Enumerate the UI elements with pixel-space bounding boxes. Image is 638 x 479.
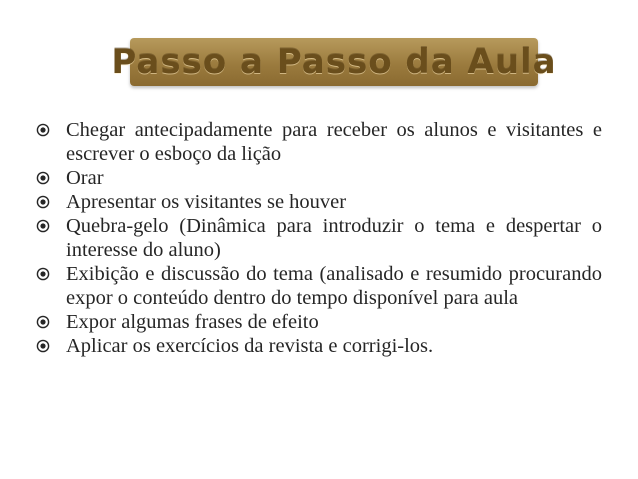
list-item (36, 334, 602, 358)
circled-dot-bullet-icon (36, 262, 66, 286)
list-item-text: Apresentar os visitantes se houver (66, 191, 347, 213)
bullet-list (36, 118, 602, 358)
list-item-text: Orar (66, 167, 104, 189)
title-bar (111, 38, 557, 86)
list-item (36, 310, 602, 334)
list-item (36, 166, 602, 190)
circled-dot-bullet-icon (36, 214, 66, 238)
list-item (36, 214, 602, 262)
list-item (36, 118, 602, 166)
list-item (36, 190, 602, 214)
list-item-text: Chegar antecipadamente para receber os alunos e visitantes e escrever o esboço da lição (66, 119, 602, 165)
list-item (36, 262, 602, 310)
list-item-text: Expor algumas frases de efeito (66, 311, 319, 333)
circled-dot-bullet-icon (36, 190, 66, 214)
circled-dot-bullet-icon (36, 334, 66, 358)
list-item-text: Aplicar os exercícios da revista e corrigi-los. (66, 335, 434, 357)
circled-dot-bullet-icon (36, 118, 66, 142)
circled-dot-bullet-icon (36, 310, 66, 334)
slide-title: Passo a Passo da Aula (111, 42, 557, 82)
list-item-text: Quebra-gelo (Dinâmica para introduzir o tema e despertar o interesse do aluno) (66, 215, 602, 261)
circled-dot-bullet-icon (36, 166, 66, 190)
list-item-text: Exibição e discussão do tema (analisado e resumido procurando expor o conteúdo dentro do tempo disponível para aula (66, 263, 602, 309)
